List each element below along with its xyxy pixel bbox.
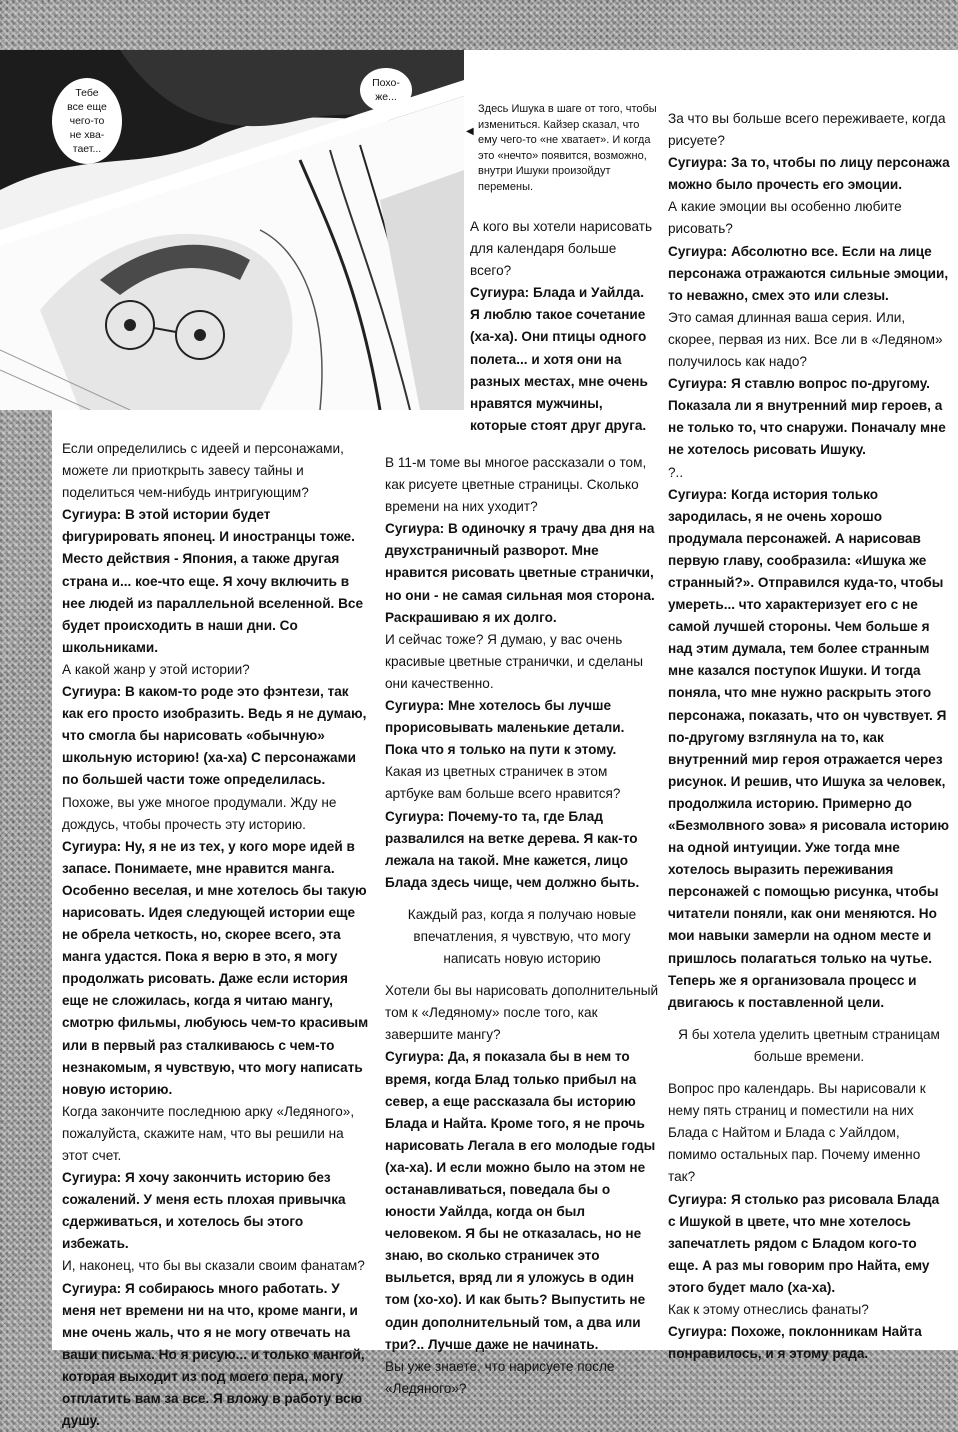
bubble-line: Тебе (75, 87, 99, 99)
question-paragraph: А какие эмоции вы особенно любите рисовать? (668, 199, 902, 237)
answer-paragraph: Сугиура: Блада и Уайлда. Я люблю такое сочетание (ха-ха). Они птицы одного полета... и хотя они на разных местах, мне очень нравятся мужчины, которые стоят друг друга. (470, 285, 648, 433)
column-left (62, 438, 370, 1432)
answer-paragraph: Сугиура: Я хочу закончить историю без сожалений. У меня есть плохая привычка сдерживаться, и хотелось бы этого избежать. (62, 1170, 346, 1252)
answer-paragraph: Сугиура: Мне хотелось бы лучше прорисовывать маленькие детали. Пока что я только на пути к этому. (385, 698, 625, 758)
question-paragraph: Вы уже знаете, что нарисуете после «Ледяного»? (385, 1358, 615, 1396)
bubble-line: все еще (67, 101, 107, 113)
bubble-line: же... (375, 91, 397, 103)
question-paragraph: В 11-м томе вы многое рассказали о том, как рисуете цветные страницы. Сколько времени на них уходит? (385, 455, 647, 515)
column-right (668, 108, 950, 1365)
pull-quote: Я бы хотела уделить цветным страницам больше времени. (678, 1026, 940, 1064)
question-paragraph: Как к этому отнеслись фанаты? (668, 1301, 869, 1317)
answer-paragraph: Сугиура: Ну, я не из тех, у кого море идей в запасе. Понимаете, мне нравится манга. Особенно веселая, и мне хотелось бы такую нарисовать. Идея следующей истории еще не обрела четкость, но, скорее всего, эта манга удастся. Пока я верю в это, я могу продолжать рисовать. Даже если история еще не сложилась, когда я читаю мангу, смотрю фильмы, любуюсь чем-то красивым или в первый раз сталкиваюсь с чем-то незнакомым, я чувствую, что могу написать новую историю. (62, 838, 369, 1097)
answer-paragraph: Сугиура: За то, чтобы по лицу персонажа можно было прочесть его эмоции. (668, 155, 950, 193)
question-paragraph: Если определились с идеей и персонажами, можете ли приоткрыть завесу тайны и поделиться чем-нибудь интригующим? (62, 441, 344, 501)
question-paragraph: Это самая длинная ваша серия. Или, скорее, первая из них. Все ли в «Ледяном» получилось как надо? (668, 309, 943, 370)
bubble-line: тает... (72, 143, 102, 155)
answer-paragraph: Сугиура: В одиночку я трачу два дня на двухстраничный разворот. Мне нравится рисовать цветные странички, но они - не самая сильная моя сторона. Раскрашиваю я их долго. (385, 521, 655, 625)
column-middle-top (470, 216, 656, 437)
column-middle (385, 452, 659, 1400)
answer-paragraph: Сугиура: Да, я показала бы в нем то время, когда Блад только прибыл на север, а еще рассказала бы историю Блада и Найта. Кроме того, я не прочь нарисовать Легала в его молодые годы (ха-ха). И если можно было на этом не останавливаться, поведала бы о юности Уайлда, когда он был человеком. Я бы не отказалась, но не знаю, во сколько страничек это выльется, вряд ли я уложусь в один том (хо-хо). И как быть? Выпустить не один дополнительный том, а два или три?.. Лучше даже не начинать. (385, 1049, 656, 1352)
answer-paragraph: Сугиура: Похоже, поклонникам Найта понравилось, и я этому рада. (668, 1324, 922, 1362)
image-caption (466, 102, 658, 195)
caption-text: Здесь Ишука в шаге от того, чтобы измениться. Кайзер сказал, что ему чего-то «не хватает». И когда это «нечто» появится, возможно, внутри Ишуки произойдут перемены. (478, 103, 657, 193)
question-paragraph: Вопрос про календарь. Вы нарисовали к нему пять страниц и поместили на них Блада с Найтом и Блада с Уайлдом, помимо остальных пар. Почему именно так? (668, 1081, 926, 1185)
answer-paragraph: Сугиура: Почему-то та, где Блад развалился на ветке дерева. Я как-то лежала на такой. Мне кажется, лицо Блада здесь чище, чем должно быть. (385, 808, 640, 890)
answer-paragraph: Сугиура: Я собираюсь много работать. У меня нет времени ни на что, кроме манги, и мне очень жаль, что я не могу отвечать на ваши письма. Но я рисую... и только мангой, которая выходит из под моего пера, могу отплатить вам за все. Я вложу в работу всю душу. (62, 1280, 365, 1429)
speech-bubble-left (52, 78, 122, 164)
caption-arrow-icon: ◀ (466, 126, 474, 137)
question-paragraph: Хотели бы вы нарисовать дополнительный том к «Ледяному» после того, как завершите мангу? (385, 983, 659, 1043)
question-paragraph: И сейчас тоже? Я думаю, у вас очень красивые цветные странички, и сделаны они качественно. (385, 631, 643, 691)
answer-paragraph: Сугиура: Когда история только зародилась, я не очень хорошо продумала персонажей. А нарисовав первую главу, сообразила: «Ишука же странный?». Отправился куда-то, чтобы умереть... что характеризует его с не самой лучшей стороны. Чем больше я над этим думала, тем более странным мне казался поступок Ишуки. И тогда поняла, что мне нужно раскрыть этого персонажа, показать, что он чувствует. Я по-другому взглянула на то, как внутренний мир героя отражается через рисунок. И решив, что Ишука за человек, продолжила историю. Примерно до «Безмолвного зова» я рисовала историю на одной интуиции. Уже тогда мне хотелось выразить переживания персонажей с помощью рисунка, чтобы читатели поняли, как они меняются. Но мои навыки замерли на одном месте и пришлось полагаться только на чутье. Теперь же я организовала процесс и двигаюсь к поставленной цели. (668, 486, 949, 1010)
question-paragraph: ?.. (668, 464, 684, 480)
question-paragraph: А какой жанр у этой истории? (62, 661, 250, 677)
answer-paragraph: Сугиура: Я ставлю вопрос по-другому. Показала ли я внутренний мир героев, а не только то, что снаружи. Поначалу мне не хотелось рисовать Ишуку. (668, 376, 946, 458)
pull-quote: Каждый раз, когда я получаю новые впечатления, я чувствую, что могу написать новую историю (407, 906, 637, 967)
question-paragraph: Какая из цветных страничек в этом артбуке вам больше всего нравится? (385, 764, 621, 802)
question-paragraph: А кого вы хотели нарисовать для календаря больше всего? (470, 219, 653, 279)
speech-bubble-right (360, 68, 412, 112)
answer-paragraph: Сугиура: В каком-то роде это фэнтези, так как его просто изобразить. Ведь я не думаю, что смогла бы нарисовать «обычную» школьную историю! (ха-ха) С персонажами по большей части тоже определилась. (62, 684, 367, 788)
question-paragraph: И, наконец, что бы вы сказали своим фанатам? (62, 1258, 365, 1274)
answer-paragraph: Сугиура: Я столько раз рисовала Блада с Ишукой в цвете, что мне хотелось запечатлеть рядом с Бладом кого-то еще. А раз мы говорим про Найта, ему этого будет мало (ха-ха). (668, 1191, 940, 1295)
bubble-line: Похо- (372, 77, 400, 89)
manga-illustration (0, 50, 464, 410)
bubble-line: чего-то (69, 115, 105, 127)
question-paragraph: Похоже, вы уже многое продумали. Жду не дождусь, чтобы прочесть эту историю. (62, 794, 337, 832)
question-paragraph: За что вы больше всего переживаете, когда рисуете? (668, 111, 946, 149)
question-paragraph: Когда закончите последнюю арку «Ледяного», пожалуйста, скажите нам, что вы решили на этот счет. (62, 1103, 355, 1163)
bubble-line: не хва- (69, 129, 105, 141)
answer-paragraph: Сугиура: В этой истории будет фигурировать японец. И иностранцы тоже. Место действия - Япония, а также другая страна и... кое-что еще. Я хочу включить в нее людей из параллельной вселенной. Все будет происходить в наши дни. Со школьниками. (62, 507, 364, 655)
answer-paragraph: Сугиура: Абсолютно все. Если на лице персонажа отражаются сильные эмоции, то неважно, смех это или слезы. (668, 243, 949, 303)
